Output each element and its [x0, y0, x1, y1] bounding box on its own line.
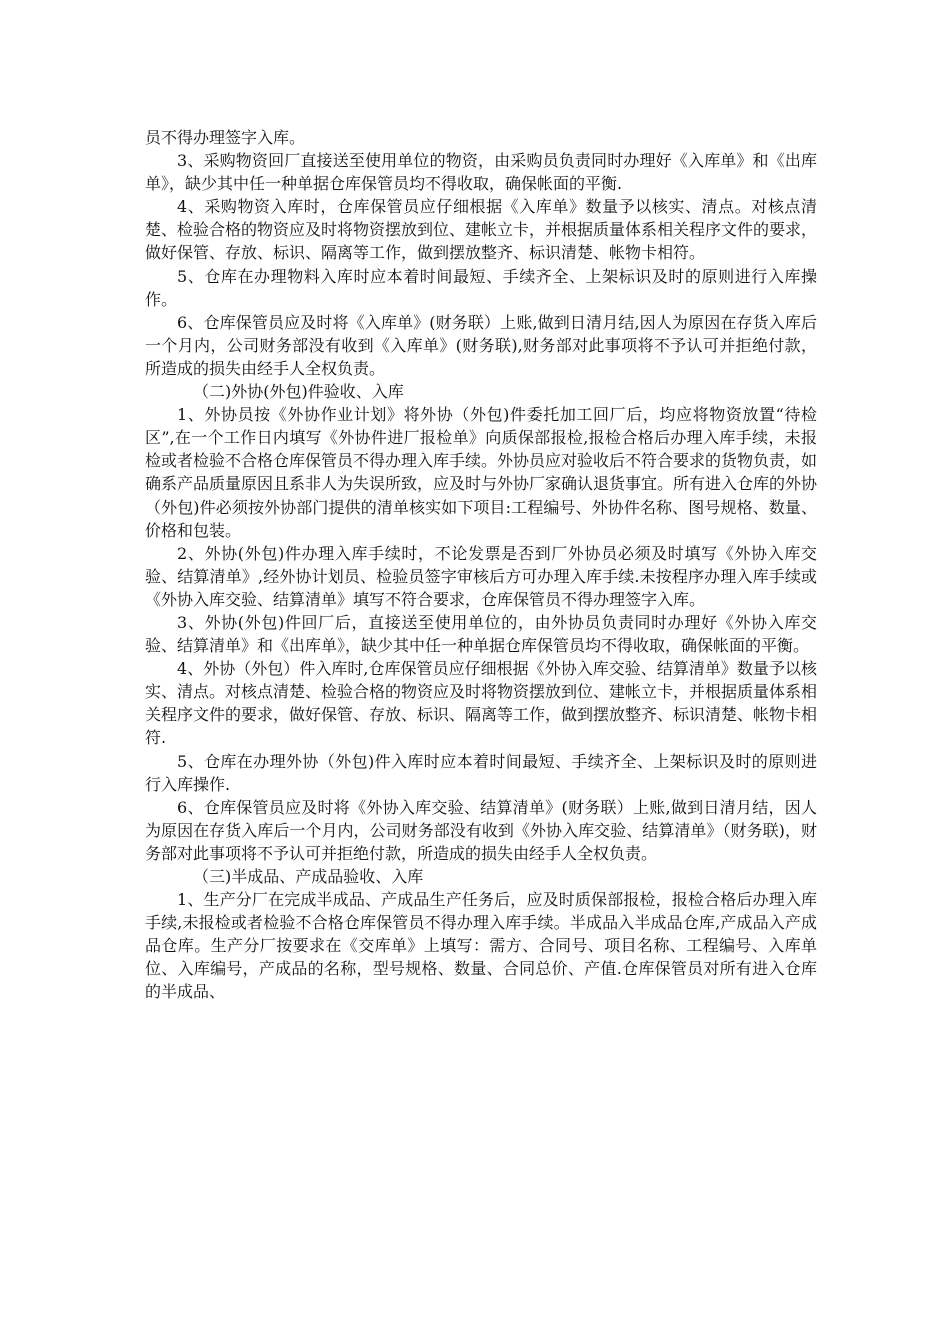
section-heading-3: （三)半成品、产成品验收、入库	[193, 867, 424, 886]
paragraph-outsource-6: 6、仓库保管员应及时将《外协入库交验、结算清单》(财务联）上账,做到日清月结，因人为原因在存货入库后一个月内，公司财务部没有收到《外协入库交验、结算清单》（财务联)，财务部对此事项将不予认可并拒绝付款，所造成的损失由经手人全权负责。	[145, 797, 817, 863]
paragraph-item-3: 3、采购物资回厂直接送至使用单位的物资，由采购员负责同时办理好《入库单》和《出库单》，缺少其中任一种单据仓库保管员均不得收取，确保帐面的平衡.	[145, 151, 817, 194]
document-body	[145, 126, 817, 1004]
paragraph-item-5: 5、仓库在办理物料入库时应本着时间最短、手续齐全、上架标识及时的原则进行入库操作。	[145, 266, 817, 309]
paragraph-outsource-2: 2、外协(外包)件办理入库手续时，不论发票是否到厂外协员必须及时填写《外协入库交验、结算清单》,经外协计划员、检验员签字审核后方可办理入库手续.未按程序办理入库手续或《外协入库交验、结算清单》填写不符合要求，仓库保管员不得办理签字入库。	[145, 543, 817, 609]
paragraph-outsource-4: 4、外协（外包）件入库时,仓库保管员应仔细根据《外协入库交验、结算清单》数量予以核实、清点。对核点清楚、检验合格的物资应及时将物资摆放到位、建帐立卡，并根据质量体系相关程序文件的要求，做好保管、存放、标识、隔离等工作，做到摆放整齐、标识清楚、帐物卡相符.	[145, 659, 818, 748]
paragraph-outsource-3: 3、外协(外包)件回厂后，直接送至使用单位的，由外协员负责同时办理好《外协入库交验、结算清单》和《出库单》，缺少其中任一种单据仓库保管员均不得收取，确保帐面的平衡。	[145, 612, 817, 656]
paragraph-continuation: 员不得办理签字入库。	[145, 128, 306, 147]
section-heading-2: （二)外协(外包)件验收、入库	[193, 382, 404, 402]
paragraph-outsource-5: 5、仓库在办理外协（外包)件入库时应本着时间最短、手续齐全、上架标识及时的原则进行入库操作.	[145, 751, 817, 794]
paragraph-product-1: 1、生产分厂在完成半成品、产成品生产任务后，应及时质保部报检，报检合格后办理入库手续,未报检或者检验不合格仓库保管员不得办理入库手续。半成品入半成品仓库,产成品入产成品仓库。生产分厂按要求在《交库单》上填写：需方、合同号、项目名称、工程编号、入库单位、入库编号，产成品的名称，型号规格、数量、合同总价、产值.仓库保管员对所有进入仓库的半成品、	[145, 890, 817, 1002]
paragraph-item-6: 6、仓库保管员应及时将《入库单》(财务联）上账,做到日清月结,因人为原因在存货入库后一个月内，公司财务部没有收到《入库单》(财务联),财务部对此事项将不予认可并拒绝付款，所造成的损失由经手人全权负责。	[145, 312, 817, 378]
paragraph-item-4: 4、采购物资入库时，仓库保管员应仔细根据《入库单》数量予以核实、清点。对核点清楚、检验合格的物资应及时将物资摆放到位、建帐立卡，并根据质量体系相关程序文件的要求，做好保管、存放、标识、隔离等工作，做到摆放整齐、标识清楚、帐物卡相符。	[145, 197, 818, 263]
paragraph-outsource-1: 1、外协员按《外协作业计划》将外协（外包)件委托加工回厂后，均应将物资放置“待检区”,在一个工作日内填写《外协件进厂报检单》向质保部报检,报检合格后办理入库手续，未报检或者检验不合格仓库保管员不得办理入库手续。外协员应对验收后不符合要求的货物负责，如确系产品质量原因且系非人为失误所致，应及时与外协厂家确认退货事宜。所有进入仓库的外协（外包)件必须按外协部门提供的清单核实如下项目:工程编号、外协件名称、图号规格、数量、价格和包装。	[145, 405, 818, 540]
